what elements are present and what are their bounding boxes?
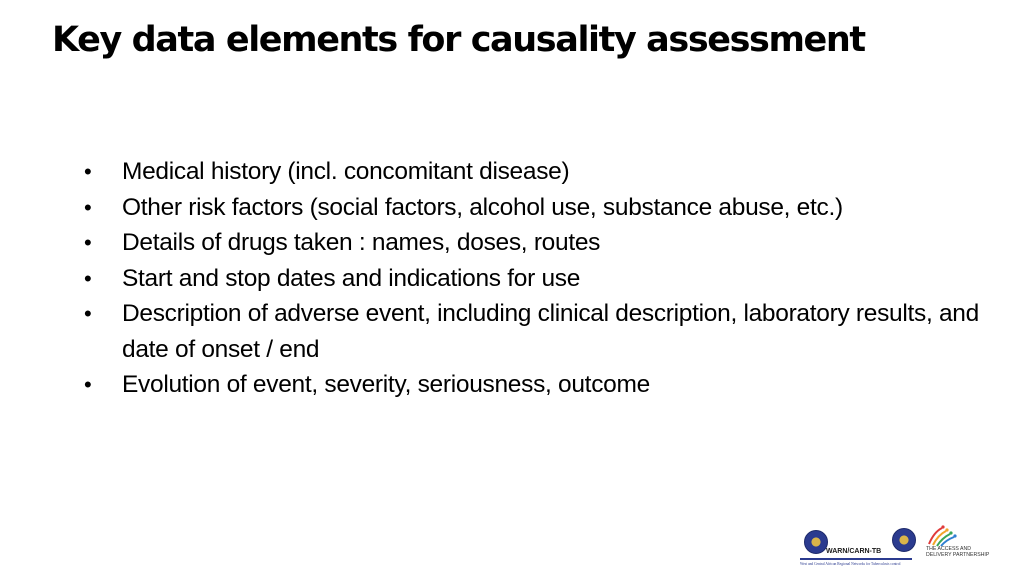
warn-logo-subtitle: West and Central African Regional Networks for Tuberculosis control [800,562,901,566]
adp-logo-icon [926,524,958,548]
bullet-item [84,261,984,297]
adp-logo-line: THE ACCESS AND [926,546,971,552]
seal-icon [804,530,828,554]
footer-logos [790,520,1024,575]
warn-logo-divider [800,558,912,560]
adp-logo-line: DELIVERY PARTNERSHIP [926,552,990,558]
bullet-item [84,296,984,367]
bullet-icon: • [84,301,92,326]
bullet-text: Other risk factors (social factors, alcohol use, substance abuse, etc.) [122,193,843,221]
bullet-icon: • [84,230,92,255]
bullet-item [84,154,984,190]
bullet-text: Details of drugs taken : names, doses, routes [122,229,601,256]
bullet-text: Description of adverse event, including clinical description, laboratory results, and date of onset / end [122,300,979,363]
seal-icon [892,528,916,552]
bullet-item [84,367,984,403]
bullet-text: Evolution of event, severity, seriousness, outcome [122,371,650,398]
bullet-list [84,154,984,403]
bullet-icon: • [84,372,92,397]
bullet-text: Start and stop dates and indications for use [122,264,581,292]
bullet-item [84,190,984,226]
bullet-icon: • [84,194,92,220]
bullet-item [84,225,984,261]
bullet-icon: • [84,159,92,184]
warn-logo-name: WARN/CARN-TB [826,548,882,555]
bullet-icon: • [84,265,92,291]
adp-logo-text [926,546,989,558]
adp-logo [924,524,1024,570]
warn-carn-tb-logo [796,524,916,570]
bullet-text: Medical history (incl. concomitant disease) [122,158,570,185]
slide-title: Key data elements for causality assessment [52,20,865,60]
